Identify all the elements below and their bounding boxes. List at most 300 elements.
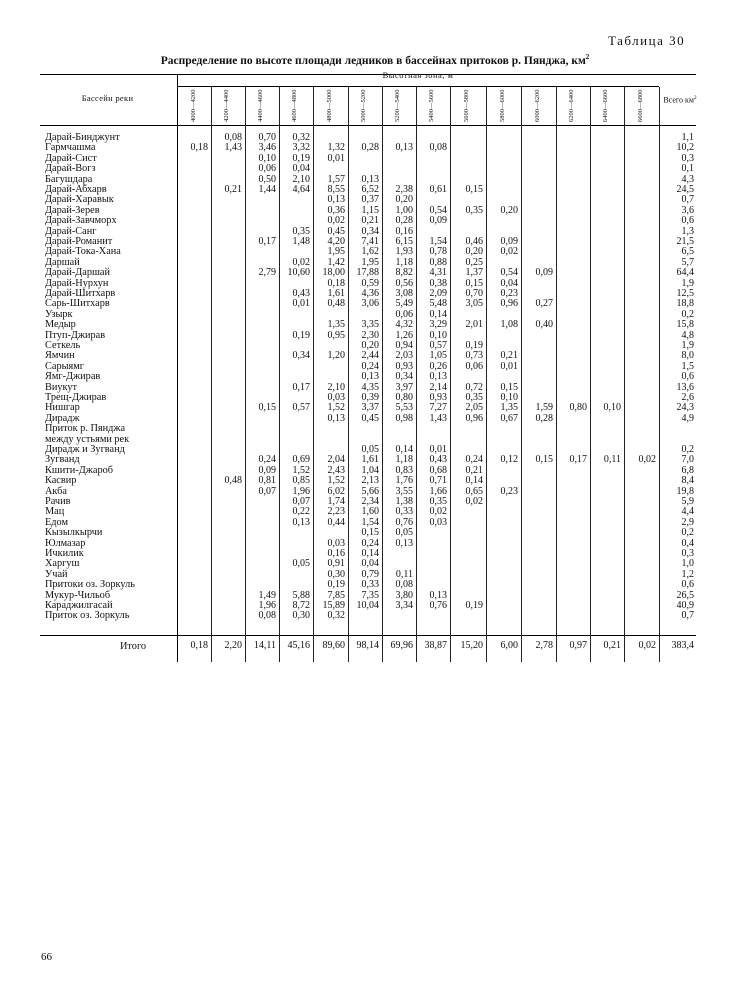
basin-name: Дарай-Бинджунт	[45, 132, 120, 143]
table-cell: 0,15	[258, 402, 276, 414]
totals-cell: 14,11	[253, 640, 276, 651]
table-cell: 0,06	[258, 163, 276, 175]
table-cell: 2,13	[361, 475, 379, 487]
basin-name: Дарай-Завчморх	[45, 215, 117, 227]
basin-name: Дарай-Шитхарв	[45, 288, 116, 299]
table-cell: 1,49	[258, 589, 276, 601]
table-cell: 1,48	[292, 236, 310, 247]
table-cell: 0,08	[258, 610, 276, 622]
table-cell: 2,30	[361, 329, 379, 341]
table-cell: 4,31	[429, 267, 447, 279]
table-cell: 0,10	[258, 152, 276, 164]
row-total: 6,5	[681, 246, 694, 258]
basin-name: Дарай-Даршай	[45, 267, 111, 279]
table-cell: 0,37	[361, 194, 379, 206]
table-cell: 0,05	[292, 558, 310, 570]
table-cell: 1,52	[327, 475, 345, 487]
table-cell: 0,68	[429, 464, 447, 476]
table-cell: 0,57	[292, 402, 310, 414]
row-total: 1,0	[681, 558, 694, 570]
basin-name: Сарыямг	[45, 360, 84, 372]
row-total: 1,5	[681, 360, 694, 372]
table-cell: 2,10	[292, 173, 310, 185]
totals-cell: 0,21	[603, 640, 621, 651]
table-cell: 0,70	[465, 288, 483, 299]
row-total: 0,4	[681, 537, 694, 549]
zone-header-rule	[178, 86, 659, 87]
table-cell: 0,38	[429, 277, 447, 289]
basin-name: Узырк	[45, 308, 73, 320]
basin-name: Учай	[45, 568, 68, 580]
table-cell: 0,81	[258, 475, 276, 487]
totals-cell: 98,14	[356, 640, 379, 651]
table-cell: 0,27	[535, 298, 553, 310]
table-cell: 0,80	[395, 392, 413, 403]
table-cell: 0,21	[500, 350, 518, 362]
table-cell: 0,91	[327, 558, 345, 570]
table-cell: 0,17	[292, 381, 310, 393]
row-total: 0,3	[681, 152, 694, 164]
table-cell: 1,61	[327, 288, 345, 299]
row-total: 64,4	[676, 267, 694, 279]
basin-name: Приток р. Пянджа	[45, 423, 126, 435]
table-cell: 1,66	[429, 485, 447, 497]
table-cell: 3,29	[429, 319, 447, 331]
table-cell: 0,39	[361, 392, 379, 403]
totals-cell: 0,18	[190, 640, 208, 651]
totals-cell: 6,00	[500, 640, 518, 651]
table-cell: 0,54	[500, 267, 518, 279]
table-cell: 3,34	[395, 600, 413, 611]
table-cell: 0,65	[465, 485, 483, 497]
table-cell: 1,37	[465, 267, 483, 279]
row-total: 4,9	[681, 412, 694, 424]
row-total: 4,4	[681, 506, 694, 518]
table-cell: 0,35	[465, 392, 483, 403]
table-cell: 0,13	[327, 412, 345, 424]
column-rule	[416, 87, 417, 662]
total-header	[663, 94, 697, 105]
grand-total: 383,4	[671, 640, 694, 651]
table-cell: 0,14	[429, 308, 447, 320]
totals-cell: 2,78	[535, 640, 553, 651]
row-total: 0,6	[681, 579, 694, 591]
table-cell: 1,95	[361, 256, 379, 268]
basin-name: Сарь-Шитхарв	[45, 298, 110, 310]
table-cell: 1,95	[327, 246, 345, 258]
totals-cell: 0,97	[569, 640, 587, 651]
table-cell: 0,09	[258, 464, 276, 476]
band-label: 5400—5600	[428, 89, 435, 122]
table-cell: 8,72	[292, 600, 310, 611]
table-cell: 2,09	[429, 288, 447, 299]
table-cell: 0,23	[500, 288, 518, 299]
table-cell: 0,09	[429, 215, 447, 227]
table-cell: 1,96	[258, 600, 276, 611]
table-cell: 3,06	[361, 298, 379, 310]
column-rule	[382, 87, 383, 662]
row-total: 1,3	[681, 225, 694, 237]
basin-name: Дарай-Зерев	[45, 204, 100, 216]
table-cell: 1,18	[395, 454, 413, 466]
table-cell: 0,02	[292, 256, 310, 268]
row-total: 5,9	[681, 496, 694, 507]
row-total: 7,0	[681, 454, 694, 466]
table-cell: 0,01	[327, 152, 345, 164]
table-cell: 0,15	[465, 184, 483, 195]
table-cell: 0,09	[500, 236, 518, 247]
row-total: 18,8	[676, 298, 694, 310]
table-cell: 1,05	[429, 350, 447, 362]
table-cell: 0,20	[361, 340, 379, 351]
band-label: 6600—6800	[637, 89, 644, 122]
row-total: 8,0	[681, 350, 694, 362]
table-cell: 0,15	[500, 381, 518, 393]
basin-name: Мац	[45, 506, 65, 518]
basin-name: Дарай-Вогз	[45, 163, 96, 175]
table-cell: 0,34	[395, 371, 413, 383]
table-cell: 0,24	[361, 537, 379, 549]
table-cell: 0,48	[224, 475, 242, 487]
title-text: Распределение по высоте площади ледников в бассейнах притоков р. Пянджа, км	[160, 54, 586, 67]
basin-name: Кшити-Джароб	[45, 464, 113, 476]
band-label: 6000—6200	[534, 89, 541, 122]
table-cell: 0,93	[395, 360, 413, 372]
band-label: 4200—4400	[223, 89, 230, 122]
table-cell: 3,37	[361, 402, 379, 414]
basin-name: Рачив	[45, 496, 71, 507]
table-cell: 0,03	[327, 392, 345, 403]
table-cell: 0,83	[395, 464, 413, 476]
table-cell: 0,79	[361, 568, 379, 580]
table-cell: 0,43	[429, 454, 447, 466]
table-cell: 0,72	[465, 381, 483, 393]
row-total: 0,1	[681, 163, 694, 175]
table-cell: 0,24	[258, 454, 276, 466]
table-cell: 0,21	[224, 184, 242, 195]
table-cell: 0,59	[361, 277, 379, 289]
table-cell: 0,03	[429, 516, 447, 528]
table-cell: 0,48	[327, 298, 345, 310]
column-rule	[486, 87, 487, 662]
row-total: 0,7	[681, 194, 694, 206]
table-cell: 1,26	[395, 329, 413, 341]
table-cell: 0,20	[465, 246, 483, 258]
table-cell: 0,07	[292, 496, 310, 507]
table-cell: 0,14	[361, 548, 379, 559]
table-cell: 1,44	[258, 184, 276, 195]
basin-name: Гармчашма	[45, 142, 96, 154]
table-cell: 17,88	[356, 267, 379, 279]
table-cell: 0,22	[292, 506, 310, 518]
table-cell: 0,45	[327, 225, 345, 237]
table-cell: 5,66	[361, 485, 379, 497]
table-cell: 0,06	[465, 360, 483, 372]
band-label: 4800—5000	[326, 89, 333, 122]
basin-name: Дарай-Тока-Хана	[45, 246, 121, 258]
table-cell: 0,24	[465, 454, 483, 466]
table-cell: 0,16	[327, 548, 345, 559]
row-total: 2,6	[681, 392, 694, 403]
table-cell: 0,32	[327, 610, 345, 622]
table-cell: 2,14	[429, 381, 447, 393]
row-header: Бассейн реки	[81, 93, 134, 103]
table-cell: 2,34	[361, 496, 379, 507]
column-rule	[177, 74, 178, 662]
basin-name: Акба	[45, 485, 67, 497]
table-cell: 0,14	[465, 475, 483, 487]
column-rule	[313, 87, 314, 662]
table-cell: 1,96	[292, 485, 310, 497]
row-total: 6,8	[681, 464, 694, 476]
totals-cell: 69,96	[390, 640, 413, 651]
table-cell: 0,01	[429, 444, 447, 455]
table-cell: 0,35	[429, 496, 447, 507]
basin-name: Ямчин	[45, 350, 75, 362]
basin-name: Дарай-Абхарв	[45, 184, 107, 195]
table-cell: 0,14	[395, 444, 413, 455]
basin-name: Притоки оз. Зоркуль	[45, 579, 135, 591]
table-cell: 2,04	[327, 454, 345, 466]
basin-name: Нишгар	[45, 402, 80, 414]
table-cell: 10,04	[356, 600, 379, 611]
row-total: 1,9	[681, 340, 694, 351]
band-label: 5000—5200	[360, 89, 367, 122]
table-cell: 1,00	[395, 204, 413, 216]
table-cell: 0,46	[465, 236, 483, 247]
basin-name: Зугванд	[45, 454, 80, 466]
table-cell: 0,43	[292, 288, 310, 299]
basin-name: Приток оз. Зоркуль	[45, 610, 130, 622]
table-cell: 2,79	[258, 267, 276, 279]
header-bottom-rule	[40, 125, 696, 126]
row-total: 24,3	[676, 402, 694, 414]
row-total: 0,2	[681, 527, 694, 539]
table-cell: 0,19	[465, 600, 483, 611]
totals-cell: 2,20	[224, 640, 242, 651]
table-cell: 1,43	[429, 412, 447, 424]
table-cell: 0,13	[327, 194, 345, 206]
table-cell: 5,49	[395, 298, 413, 310]
table-cell: 1,74	[327, 496, 345, 507]
row-total: 0,2	[681, 444, 694, 455]
table-number: Таблица 30	[608, 33, 686, 48]
table-cell: 0,93	[429, 392, 447, 403]
table-cell: 3,97	[395, 381, 413, 393]
table-cell: 0,35	[465, 204, 483, 216]
table-cell: 5,53	[395, 402, 413, 414]
table-cell: 1,62	[361, 246, 379, 258]
table-cell: 2,23	[327, 506, 345, 518]
column-rule	[450, 87, 451, 662]
table-cell: 0,11	[395, 568, 413, 580]
table-cell: 0,05	[395, 527, 413, 539]
table-cell: 1,20	[327, 350, 345, 362]
row-total: 1,1	[681, 132, 694, 143]
table-cell: 1,18	[395, 256, 413, 268]
column-rule	[659, 87, 660, 662]
table-cell: 1,35	[500, 402, 518, 414]
table-cell: 0,19	[292, 329, 310, 341]
table-cell: 2,38	[395, 184, 413, 195]
basin-name: Дарай-Санг	[45, 225, 97, 237]
table-cell: 0,04	[500, 277, 518, 289]
table-cell: 0,02	[638, 454, 656, 466]
table-cell: 15,89	[322, 600, 345, 611]
table-cell: 1,52	[327, 402, 345, 414]
table-cell: 2,05	[465, 402, 483, 414]
table-cell: 0,28	[395, 215, 413, 227]
basin-name: Дирадж	[45, 412, 80, 424]
table-cell: 0,73	[465, 350, 483, 362]
table-cell: 2,01	[465, 319, 483, 331]
table-cell: 1,35	[327, 319, 345, 331]
table-cell: 1,04	[361, 464, 379, 476]
column-rule	[556, 87, 557, 662]
table-cell: 4,36	[361, 288, 379, 299]
table-cell: 5,88	[292, 589, 310, 601]
table-cell: 0,33	[395, 506, 413, 518]
totals-cell: 89,60	[322, 640, 345, 651]
table-cell: 0,13	[361, 371, 379, 383]
table-cell: 1,15	[361, 204, 379, 216]
table-cell: 8,82	[395, 267, 413, 279]
basin-name: Юлмазар	[45, 537, 86, 549]
table-cell: 0,71	[429, 475, 447, 487]
table-cell: 1,57	[327, 173, 345, 185]
row-total: 19,8	[676, 485, 694, 497]
table-cell: 0,13	[395, 537, 413, 549]
table-cell: 0,13	[292, 516, 310, 528]
table-cell: 0,10	[500, 392, 518, 403]
row-total: 40,9	[676, 600, 694, 611]
row-total: 21,5	[676, 236, 694, 247]
table-cell: 0,17	[569, 454, 587, 466]
row-total: 0,2	[681, 308, 694, 320]
basin-name: Дарай-Нурхун	[45, 277, 109, 289]
row-total: 3,6	[681, 204, 694, 216]
table-cell: 0,13	[429, 589, 447, 601]
total-header-text: Всего км	[663, 95, 694, 105]
table-cell: 2,44	[361, 350, 379, 362]
table-cell: 1,52	[292, 464, 310, 476]
row-total: 26,5	[676, 589, 694, 601]
table-cell: 0,54	[429, 204, 447, 216]
zone-header: Высотная зона, м	[382, 70, 454, 80]
row-total: 0,6	[681, 371, 694, 383]
table-cell: 1,54	[361, 516, 379, 528]
totals-cell: 38,87	[424, 640, 447, 651]
table-cell: 0,30	[327, 568, 345, 580]
table-cell: 0,13	[429, 371, 447, 383]
basin-name: Сеткель	[45, 340, 81, 351]
table-cell: 0,15	[361, 527, 379, 539]
table-title	[150, 53, 600, 67]
row-total: 2,9	[681, 516, 694, 528]
page-number: 66	[41, 951, 52, 963]
table-cell: 1,54	[429, 236, 447, 247]
column-rule	[245, 87, 246, 662]
band-label: 6200—6400	[568, 89, 575, 122]
table-cell: 0,25	[465, 256, 483, 268]
table-cell: 1,43	[224, 142, 242, 154]
table-cell: 7,85	[327, 589, 345, 601]
band-label: 6400—6600	[602, 89, 609, 122]
table-cell: 4,20	[327, 236, 345, 247]
table-cell: 1,59	[535, 402, 553, 414]
table-cell: 0,19	[292, 152, 310, 164]
table-cell: 0,94	[395, 340, 413, 351]
column-rule	[590, 87, 591, 662]
band-label: 4600—4800	[291, 89, 298, 122]
table-cell: 1,76	[395, 475, 413, 487]
table-cell: 0,61	[429, 184, 447, 195]
table-cell: 1,61	[361, 454, 379, 466]
totals-rule	[40, 635, 696, 636]
table-cell: 0,17	[258, 236, 276, 247]
table-cell: 0,20	[395, 194, 413, 206]
table-cell: 0,10	[603, 402, 621, 414]
table-cell: 18,00	[322, 267, 345, 279]
row-total: 0,7	[681, 610, 694, 622]
table-cell: 2,10	[327, 381, 345, 393]
table-cell: 0,13	[361, 173, 379, 185]
table-cell: 1,32	[327, 142, 345, 154]
table-cell: 0,96	[465, 412, 483, 424]
table-cell: 0,26	[429, 360, 447, 372]
basin-name: Касвир	[45, 475, 77, 487]
basin-name: Трещ-Джирав	[45, 392, 107, 403]
table-cell: 0,24	[361, 360, 379, 372]
table-cell: 0,21	[465, 464, 483, 476]
column-rule	[348, 87, 349, 662]
basin-name: Даршай	[45, 256, 80, 268]
table-cell: 0,04	[292, 163, 310, 175]
table-cell: 0,21	[361, 215, 379, 227]
totals-label: Итого	[120, 641, 147, 652]
table-cell: 0,02	[500, 246, 518, 258]
table-cell: 0,76	[429, 600, 447, 611]
table-cell: 0,44	[327, 516, 345, 528]
basin-name: Едом	[45, 516, 68, 528]
row-total: 15,8	[676, 319, 694, 331]
table-cell: 0,16	[395, 225, 413, 237]
table-cell: 0,85	[292, 475, 310, 487]
basin-name: Дарай-Харавык	[45, 194, 114, 206]
total-header-superscript: 2	[693, 95, 697, 101]
table-cell: 0,35	[292, 225, 310, 237]
basin-name: Дарай-Сист	[45, 152, 97, 164]
band-label: 5200—5400	[394, 89, 401, 122]
table-cell: 0,67	[500, 412, 518, 424]
band-label: 4400—4600	[257, 89, 264, 122]
table-cell: 0,03	[327, 537, 345, 549]
column-rule	[211, 87, 212, 662]
table-cell: 3,80	[395, 589, 413, 601]
table-cell: 0,28	[535, 412, 553, 424]
table-cell: 3,05	[465, 298, 483, 310]
table-cell: 7,41	[361, 236, 379, 247]
table-cell: 0,02	[327, 215, 345, 227]
band-label: 5600—5800	[463, 89, 470, 122]
row-total: 1,9	[681, 277, 694, 289]
basin-name: Ичкилик	[45, 548, 84, 559]
table-cell: 0,56	[395, 277, 413, 289]
row-total: 5,7	[681, 256, 694, 268]
table-cell: 0,05	[361, 444, 379, 455]
table-cell: 3,08	[395, 288, 413, 299]
row-total: 1,2	[681, 568, 694, 580]
